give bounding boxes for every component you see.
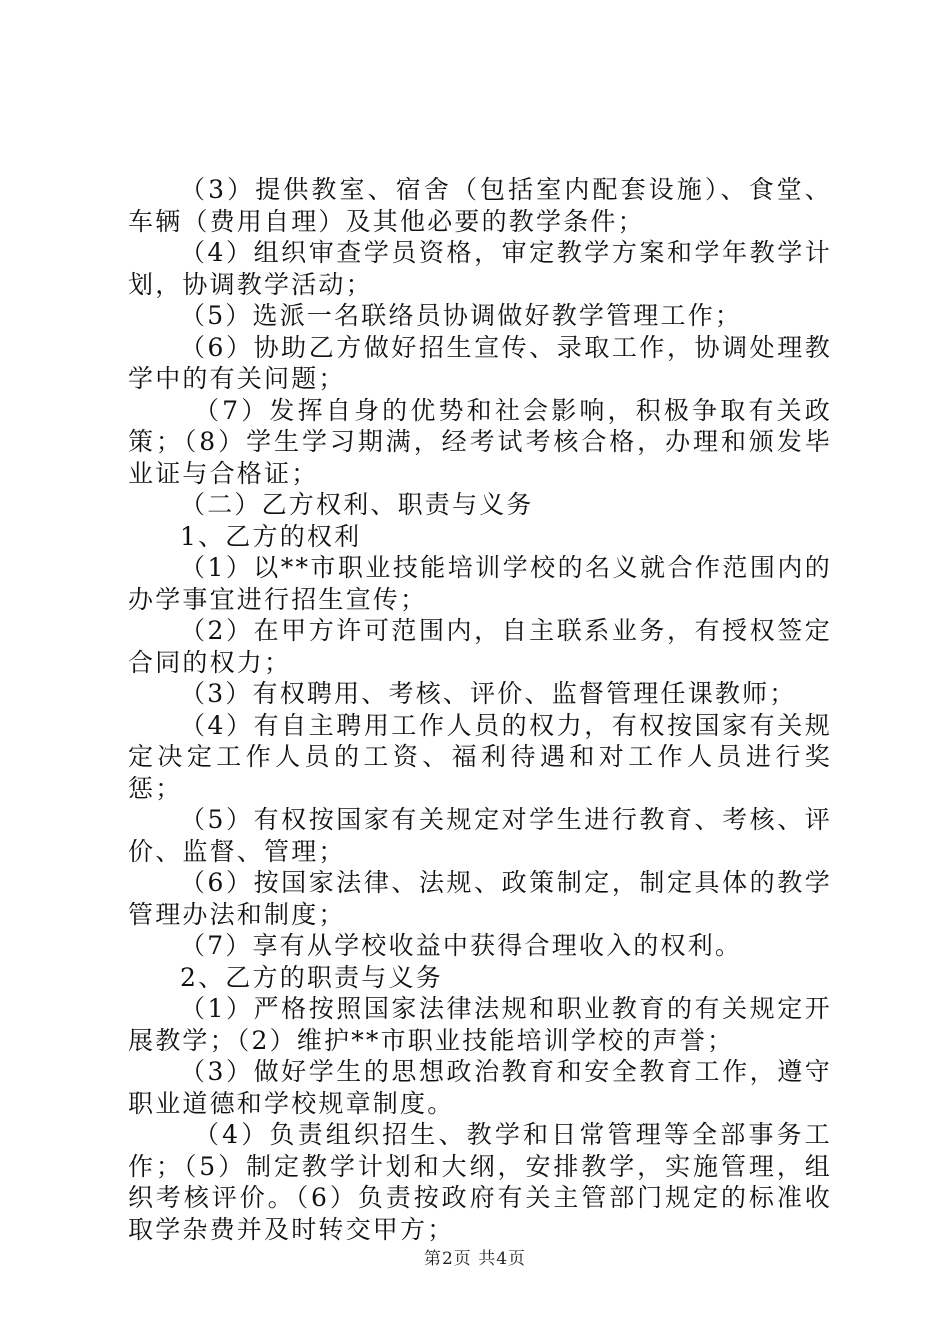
duties-item-3: （3）做好学生的思想政治教育和安全教育工作，遵守职业道德和学校规章制度。 bbox=[128, 1057, 832, 1118]
rights-item-2: （2）在甲方许可范围内，自主联系业务，有授权签定合同的权力； bbox=[128, 616, 832, 677]
rights-item-1: （1）以**市职业技能培训学校的名义就合作范围内的办学事宜进行招生宣传； bbox=[128, 553, 832, 614]
paragraph-5: （5）选派一名联络员协调做好教学管理工作； bbox=[180, 301, 743, 330]
subheading-party-b-duties: 2、乙方的职责与义务 bbox=[180, 962, 443, 992]
rights-item-4: （4）有自主聘用工作人员的权力，有权按国家有关规定决定工作人员的工资、福利待遇和对工作人员进行奖惩； bbox=[128, 710, 832, 803]
duties-item-4-6: （4）负责组织招生、教学和日常管理等全部事务工作；（5）制定教学计划和大纲，安排教学，实施管理，组织考核评价。（6）负责按政府有关主管部门规定的标准收取学杂费并及时转交甲方； bbox=[128, 1120, 832, 1244]
subheading-party-b-rights: 1、乙方的权利 bbox=[180, 521, 362, 551]
paragraph-4: （4）组织审查学员资格，审定教学方案和学年教学计划，协调教学活动； bbox=[128, 238, 832, 299]
paragraph-6: （6）协助乙方做好招生宣传、录取工作，协调处理教学中的有关问题； bbox=[128, 332, 832, 393]
rights-item-5: （5）有权按国家有关规定对学生进行教育、考核、评价、监督、管理； bbox=[128, 805, 832, 866]
paragraph-7-8: （7）发挥自身的优势和社会影响，积极争取有关政策；（8）学生学习期满，经考试考核合格，办理和颁发毕业证与合格证； bbox=[128, 395, 832, 488]
page-number-footer: 第2页 共4页 bbox=[423, 1249, 527, 1269]
rights-item-7: （7）享有从学校收益中获得合理收入的权利。 bbox=[180, 931, 743, 960]
document-body bbox=[128, 174, 832, 1245]
rights-item-3: （3）有权聘用、考核、评价、监督管理任课教师； bbox=[180, 679, 797, 708]
section-heading-party-b: （二）乙方权利、职责与义务 bbox=[180, 490, 534, 519]
paragraph-3: （3）提供教室、宿舍（包括室内配套设施）、食堂、车辆（费用自理）及其他必要的教学条件； bbox=[128, 175, 832, 236]
rights-item-6: （6）按国家法律、法规、政策制定，制定具体的教学管理办法和制度； bbox=[128, 868, 832, 929]
duties-item-1-2: （1）严格按照国家法律法规和职业教育的有关规定开展教学；（2）维护**市职业技能培训学校的声誉； bbox=[128, 994, 832, 1055]
